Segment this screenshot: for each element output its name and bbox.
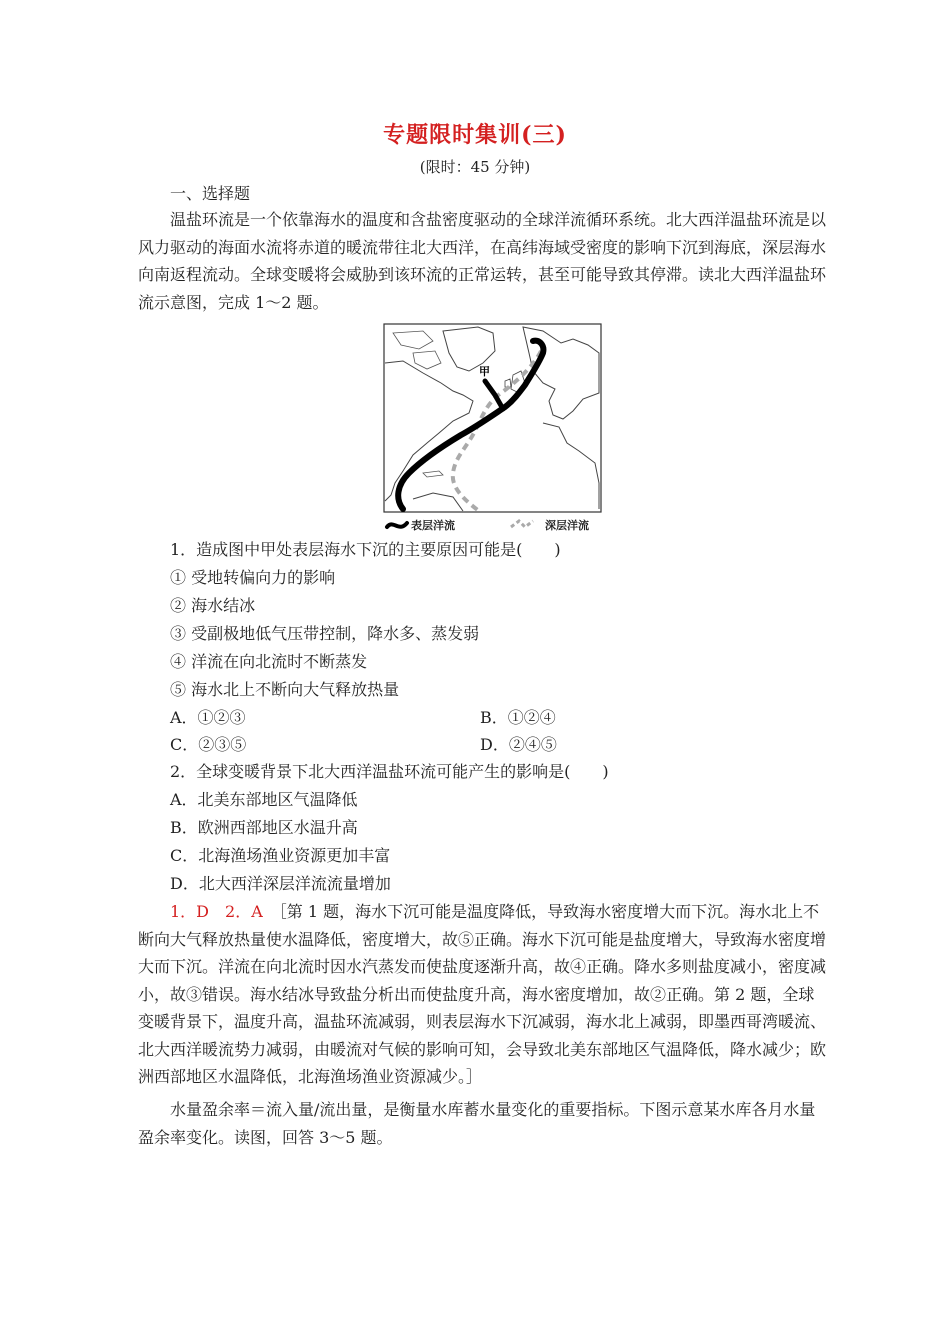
q1-item: ⑤ 海水北上不断向大气释放热量 [170,680,400,699]
q1-item: ③ 受副极地低气压带控制，降水多、蒸发弱 [170,624,480,643]
thermohaline-map [383,323,603,535]
q1-stem: 1．造成图中甲处表层海水下沉的主要原因可能是( ) [170,540,561,559]
q1-option-d: D．②④⑤ [480,735,557,754]
q2-stem: 2．全球变暖背景下北大西洋温盐环流可能产生的影响是( ) [170,762,609,781]
legend-deep-swatch [511,521,533,527]
q1-option-c: C．②③⑤ [170,735,247,754]
q2-option-d: D．北大西洋深层洋流流量增加 [170,874,391,893]
q1-item: ④ 洋流在向北流时不断蒸发 [170,652,368,671]
time-limit: (限时：45 分钟) [419,158,531,176]
answer-block [138,898,828,1091]
intro-paragraph-1: 温盐环流是一个依靠海水的温度和含盐密度驱动的全球洋流循环系统。北大西洋温盐环流是以风力驱动的海面水流将赤道的暖流带往北大西洋，在高纬海域受密度的影响下沉到海底，深层海水向南返程流动。全球变暖将会威胁到该环流的正常运转，甚至可能导致其停滞。读北大西洋温盐环流示意图，完成 1～2 题。 [138,210,827,312]
intro-paragraph-2: 水量盈余率＝流入量/流出量，是衡量水库蓄水量变化的重要指标。下图示意某水库各月水量盈余率变化。读图，回答 3～5 题。 [138,1100,816,1147]
q1-option-a: A．①②③ [170,708,246,727]
q1-item: ① 受地转偏向力的影响 [170,568,336,587]
q1-item: ② 海水结冰 [170,596,256,615]
q2-option-c: C．北海渔场渔业资源更加丰富 [170,846,391,865]
q2-option-a: A．北美东部地区气温降低 [170,790,358,809]
answer-explanation: ［第 1 题，海水下沉可能是温度降低，导致海水密度增大而下沉。海水北上不断向大气释放热量使水温降低，密度增大，故⑤正确。海水下沉可能是盐度增大，导致海水密度增大而下沉。洋流在向北流时因水汽蒸发而使盐度逐渐升高，故④正确。降水多则盐度减小，密度减小，故③错误。海水结冰导致盐分析出而使盐度升高，海水密度增加，故②正确。第 2 题，全球变暖背景下，温度升高，温盐环流减弱，则表层海水下沉减弱，海水北上减弱，即墨西哥湾暖流、北大西洋暖流势力减弱，由暖流对气候的影响可知，会导致北美东部地区气温降低，降水减少；欧洲西部地区水温降低，北海渔场渔业资源减少。］ [138,902,827,1086]
legend-surface-swatch [387,523,407,527]
legend-deep-label: 深层洋流 [545,519,589,532]
section-heading: 一、选择题 [170,184,251,203]
label-jia: 甲 [479,365,490,378]
q1-option-b: B．①②④ [480,708,556,727]
q2-option-b: B．欧洲西部地区水温升高 [170,818,358,837]
page-title: 专题限时集训(三) [383,122,567,148]
legend-surface-label: 表层洋流 [411,519,455,532]
answer-key: 1．D 2．A [170,902,263,921]
